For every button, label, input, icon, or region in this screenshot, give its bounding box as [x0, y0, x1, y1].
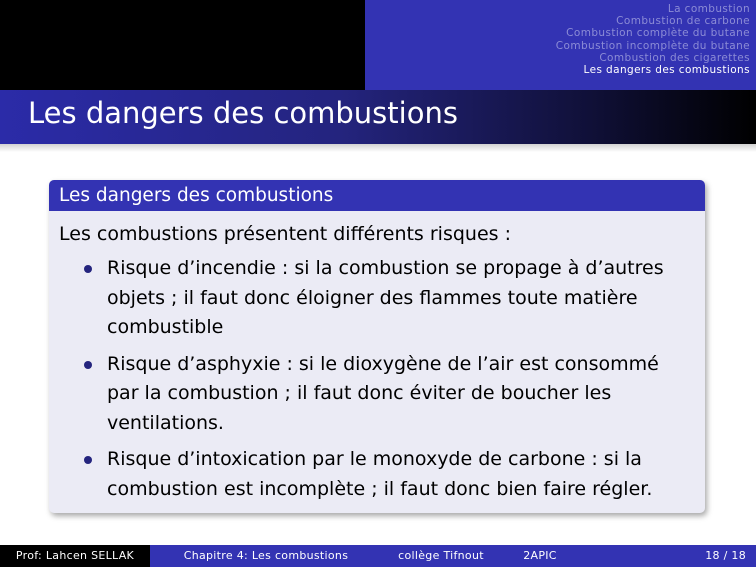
- nav-section-dangers[interactable]: Les dangers des combustions: [583, 64, 750, 77]
- bullet-icon: [84, 456, 92, 464]
- risk-item-text: Risque d’asphyxie : si le dioxygène de l’air est consommé par la combustion ; il faut donc éviter de boucher les ventilations.: [107, 352, 659, 434]
- frame-title: Les dangers des combustions: [28, 96, 458, 130]
- footer-chapter[interactable]: Chapitre 4: Les combustions: [183, 549, 349, 562]
- risk-item-incendie: [59, 254, 695, 343]
- bullet-icon: [84, 265, 92, 273]
- block-body: [49, 211, 705, 504]
- header-left-panel: [0, 0, 365, 90]
- nav-section-butane-complete[interactable]: Combustion complète du butane: [566, 27, 750, 40]
- block-intro: Les combustions présentent différents risques :: [59, 223, 511, 245]
- nav-section-carbone[interactable]: Combustion de carbone: [616, 15, 750, 28]
- nav-section-butane-incomplete[interactable]: Combustion incomplète du butane: [555, 39, 750, 52]
- footer-bar: [0, 545, 756, 567]
- risk-item-text: Risque d’intoxication par le monoxyde de carbone : si la combustion est incomplète ; il faut donc bien faire régler.: [107, 448, 653, 500]
- section-navigation: [556, 3, 750, 76]
- footer-page-number: 18 / 18: [705, 549, 746, 562]
- footer-info: [150, 545, 756, 567]
- content-block: [49, 180, 705, 513]
- footer-institution[interactable]: collège Tifnout: [398, 549, 484, 562]
- risk-list: [59, 254, 695, 504]
- bullet-icon: [84, 361, 92, 369]
- footer-author[interactable]: Prof: Lahcen SELLAK: [0, 545, 150, 567]
- footer-class[interactable]: 2APIC: [523, 549, 557, 562]
- block-title: Les dangers des combustions: [49, 180, 705, 211]
- risk-item-intoxication: [59, 445, 695, 504]
- nav-section-combustion[interactable]: La combustion: [667, 3, 750, 15]
- nav-section-cigarettes[interactable]: Combustion des cigarettes: [599, 51, 750, 64]
- risk-item-text: Risque d’incendie : si la combustion se propage à d’autres objets ; il faut donc éloigner des flammes toute matière combustible: [107, 257, 664, 338]
- risk-item-asphyxie: [59, 350, 695, 439]
